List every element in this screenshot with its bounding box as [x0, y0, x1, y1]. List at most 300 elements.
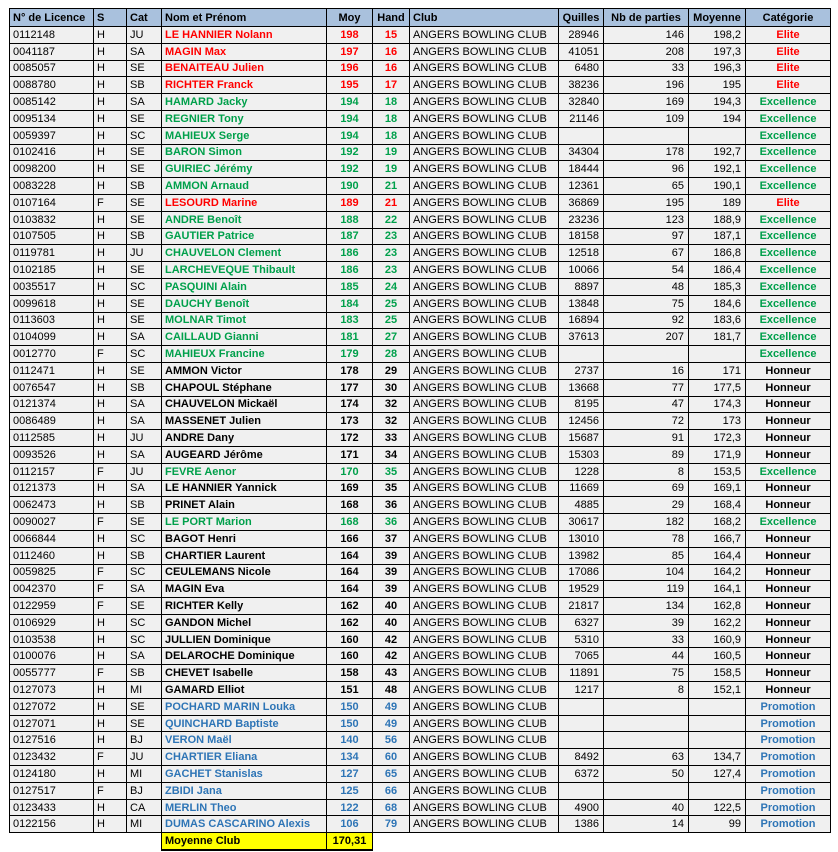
cell-nom: LE PORT Marion: [162, 514, 327, 531]
table-row: [10, 312, 831, 329]
column-header-nom: Nom et Prénom: [162, 9, 327, 27]
cell-club: ANGERS BOWLING CLUB: [410, 564, 559, 581]
cell-cat: SE: [127, 295, 162, 312]
cell-categorie: Excellence: [746, 346, 831, 363]
cell-s: F: [94, 463, 127, 480]
cell-moy: 198: [327, 27, 373, 44]
cell-quilles: [559, 346, 604, 363]
cell-categorie: Honneur: [746, 362, 831, 379]
cell-s: F: [94, 564, 127, 581]
cell-club: ANGERS BOWLING CLUB: [410, 262, 559, 279]
cell-s: H: [94, 94, 127, 111]
cell-categorie: Honneur: [746, 396, 831, 413]
cell-nom: AMMON Arnaud: [162, 178, 327, 195]
cell-categorie: Promotion: [746, 749, 831, 766]
cell-s: H: [94, 799, 127, 816]
table-row: [10, 144, 831, 161]
cell-club: ANGERS BOWLING CLUB: [410, 782, 559, 799]
cell-nb_parties: 72: [604, 413, 689, 430]
cell-licence: 0121374: [10, 396, 94, 413]
cell-nom: MASSENET Julien: [162, 413, 327, 430]
cell-categorie: Honneur: [746, 530, 831, 547]
cell-s: H: [94, 27, 127, 44]
cell-s: H: [94, 530, 127, 547]
cell-nom: MAGIN Eva: [162, 581, 327, 598]
club-average-label: Moyenne Club: [162, 833, 327, 850]
cell-categorie: Excellence: [746, 295, 831, 312]
cell-moyenne: 168,2: [689, 514, 746, 531]
cell-nom: CHEVET Isabelle: [162, 665, 327, 682]
column-header-hand: Hand: [373, 9, 410, 27]
table-row: [10, 446, 831, 463]
cell-licence: 0102185: [10, 262, 94, 279]
table-row: [10, 497, 831, 514]
cell-moy: 194: [327, 127, 373, 144]
cell-moy: 186: [327, 262, 373, 279]
cell-hand: 43: [373, 665, 410, 682]
cell-s: H: [94, 547, 127, 564]
cell-nb_parties: [604, 782, 689, 799]
cell-nb_parties: 134: [604, 598, 689, 615]
cell-quilles: 41051: [559, 43, 604, 60]
cell-nb_parties: 207: [604, 329, 689, 346]
table-row: [10, 530, 831, 547]
cell-quilles: 15303: [559, 446, 604, 463]
cell-quilles: 15687: [559, 430, 604, 447]
cell-cat: SE: [127, 60, 162, 77]
cell-nb_parties: 8: [604, 682, 689, 699]
cell-moyenne: 134,7: [689, 749, 746, 766]
cell-licence: 0112157: [10, 463, 94, 480]
cell-hand: 18: [373, 94, 410, 111]
cell-nom: CAILLAUD Gianni: [162, 329, 327, 346]
cell-moy: 197: [327, 43, 373, 60]
cell-hand: 39: [373, 581, 410, 598]
cell-moyenne: 164,2: [689, 564, 746, 581]
table-row: [10, 295, 831, 312]
cell-licence: 0119781: [10, 245, 94, 262]
cell-nom: LE HANNIER Nolann: [162, 27, 327, 44]
cell-moyenne: 166,7: [689, 530, 746, 547]
cell-nom: RICHTER Kelly: [162, 598, 327, 615]
cell-hand: 17: [373, 77, 410, 94]
cell-quilles: 19529: [559, 581, 604, 598]
cell-quilles: 11891: [559, 665, 604, 682]
cell-licence: 0059397: [10, 127, 94, 144]
cell-s: F: [94, 749, 127, 766]
cell-licence: 0122156: [10, 816, 94, 833]
cell-moyenne: 187,1: [689, 228, 746, 245]
license-table: [9, 8, 831, 851]
cell-nb_parties: 65: [604, 178, 689, 195]
cell-licence: 0124180: [10, 766, 94, 783]
cell-nom: MAHIEUX Francine: [162, 346, 327, 363]
cell-categorie: Promotion: [746, 698, 831, 715]
cell-nom: ANDRE Dany: [162, 430, 327, 447]
cell-licence: 0121373: [10, 480, 94, 497]
cell-nom: BARON Simon: [162, 144, 327, 161]
cell-quilles: 8897: [559, 278, 604, 295]
cell-cat: CA: [127, 799, 162, 816]
cell-moy: 195: [327, 77, 373, 94]
cell-licence: 0012770: [10, 346, 94, 363]
cell-moy: 158: [327, 665, 373, 682]
cell-club: ANGERS BOWLING CLUB: [410, 60, 559, 77]
table-row: [10, 110, 831, 127]
cell-nb_parties: [604, 732, 689, 749]
cell-moyenne: 194,3: [689, 94, 746, 111]
cell-s: H: [94, 766, 127, 783]
cell-licence: 0100076: [10, 648, 94, 665]
table-row: [10, 631, 831, 648]
cell-licence: 0123433: [10, 799, 94, 816]
column-header-moy: Moy: [327, 9, 373, 27]
cell-moyenne: 192,1: [689, 161, 746, 178]
cell-club: ANGERS BOWLING CLUB: [410, 665, 559, 682]
cell-club: ANGERS BOWLING CLUB: [410, 194, 559, 211]
cell-s: F: [94, 514, 127, 531]
cell-licence: 0066844: [10, 530, 94, 547]
table-row: [10, 732, 831, 749]
cell-nb_parties: 89: [604, 446, 689, 463]
cell-s: F: [94, 194, 127, 211]
cell-quilles: 32840: [559, 94, 604, 111]
cell-cat: SC: [127, 631, 162, 648]
cell-club: ANGERS BOWLING CLUB: [410, 715, 559, 732]
cell-club: ANGERS BOWLING CLUB: [410, 346, 559, 363]
cell-nb_parties: 85: [604, 547, 689, 564]
cell-categorie: Excellence: [746, 245, 831, 262]
table-row: [10, 766, 831, 783]
cell-moy: 168: [327, 514, 373, 531]
table-row: [10, 782, 831, 799]
cell-club: ANGERS BOWLING CLUB: [410, 245, 559, 262]
cell-moyenne: 160,9: [689, 631, 746, 648]
cell-nom: PASQUINI Alain: [162, 278, 327, 295]
cell-nom: GANDON Michel: [162, 614, 327, 631]
cell-club: ANGERS BOWLING CLUB: [410, 530, 559, 547]
cell-nom: FEVRE Aenor: [162, 463, 327, 480]
table-row: [10, 211, 831, 228]
cell-hand: 49: [373, 715, 410, 732]
cell-nom: AMMON Victor: [162, 362, 327, 379]
cell-nb_parties: 8: [604, 463, 689, 480]
cell-moy: 194: [327, 110, 373, 127]
cell-quilles: 18444: [559, 161, 604, 178]
cell-categorie: Elite: [746, 43, 831, 60]
cell-hand: 21: [373, 194, 410, 211]
cell-hand: 48: [373, 682, 410, 699]
cell-moyenne: [689, 715, 746, 732]
cell-club: ANGERS BOWLING CLUB: [410, 127, 559, 144]
cell-categorie: Excellence: [746, 514, 831, 531]
cell-quilles: 36869: [559, 194, 604, 211]
cell-categorie: Honneur: [746, 564, 831, 581]
table-row: [10, 682, 831, 699]
cell-nom: DUMAS CASCARINO Alexis: [162, 816, 327, 833]
cell-club: ANGERS BOWLING CLUB: [410, 228, 559, 245]
cell-nb_parties: 178: [604, 144, 689, 161]
cell-cat: SA: [127, 329, 162, 346]
cell-quilles: 1217: [559, 682, 604, 699]
cell-quilles: 17086: [559, 564, 604, 581]
cell-cat: SE: [127, 161, 162, 178]
cell-nb_parties: 39: [604, 614, 689, 631]
cell-moy: 170: [327, 463, 373, 480]
cell-quilles: 8492: [559, 749, 604, 766]
cell-quilles: 12518: [559, 245, 604, 262]
cell-licence: 0055777: [10, 665, 94, 682]
cell-cat: SB: [127, 547, 162, 564]
cell-nb_parties: 169: [604, 94, 689, 111]
cell-quilles: [559, 782, 604, 799]
cell-cat: JU: [127, 749, 162, 766]
cell-nb_parties: [604, 715, 689, 732]
cell-moyenne: 183,6: [689, 312, 746, 329]
cell-s: H: [94, 430, 127, 447]
cell-nb_parties: 182: [604, 514, 689, 531]
cell-categorie: Promotion: [746, 766, 831, 783]
cell-s: H: [94, 161, 127, 178]
footer-spacer-left: [10, 833, 162, 850]
cell-cat: MI: [127, 766, 162, 783]
cell-categorie: Elite: [746, 77, 831, 94]
cell-club: ANGERS BOWLING CLUB: [410, 144, 559, 161]
cell-quilles: 21146: [559, 110, 604, 127]
cell-licence: 0107164: [10, 194, 94, 211]
cell-licence: 0112471: [10, 362, 94, 379]
cell-nom: POCHARD MARIN Louka: [162, 698, 327, 715]
cell-hand: 79: [373, 816, 410, 833]
cell-nom: MAGIN Max: [162, 43, 327, 60]
cell-s: H: [94, 295, 127, 312]
column-header-s: S: [94, 9, 127, 27]
table-row: [10, 715, 831, 732]
cell-nom: AUGEARD Jérôme: [162, 446, 327, 463]
cell-moyenne: 173: [689, 413, 746, 430]
cell-club: ANGERS BOWLING CLUB: [410, 43, 559, 60]
cell-cat: SC: [127, 346, 162, 363]
cell-hand: 42: [373, 648, 410, 665]
cell-moyenne: 127,4: [689, 766, 746, 783]
cell-licence: 0090027: [10, 514, 94, 531]
table-row: [10, 581, 831, 598]
cell-moy: 162: [327, 598, 373, 615]
cell-moy: 177: [327, 379, 373, 396]
cell-cat: SB: [127, 178, 162, 195]
cell-moyenne: 122,5: [689, 799, 746, 816]
cell-hand: 68: [373, 799, 410, 816]
table-row: [10, 749, 831, 766]
cell-cat: SC: [127, 278, 162, 295]
cell-nom: LESOURD Marine: [162, 194, 327, 211]
cell-nom: GAMARD Elliot: [162, 682, 327, 699]
cell-club: ANGERS BOWLING CLUB: [410, 94, 559, 111]
cell-cat: SE: [127, 312, 162, 329]
cell-nb_parties: [604, 698, 689, 715]
cell-s: H: [94, 379, 127, 396]
cell-moy: 168: [327, 497, 373, 514]
cell-s: F: [94, 581, 127, 598]
table-row: [10, 228, 831, 245]
cell-moyenne: 158,5: [689, 665, 746, 682]
cell-moyenne: 196,3: [689, 60, 746, 77]
cell-moy: 150: [327, 698, 373, 715]
table-row: [10, 43, 831, 60]
cell-nb_parties: 91: [604, 430, 689, 447]
cell-club: ANGERS BOWLING CLUB: [410, 312, 559, 329]
cell-quilles: 16894: [559, 312, 604, 329]
cell-hand: 28: [373, 346, 410, 363]
cell-moyenne: 177,5: [689, 379, 746, 396]
cell-moyenne: 188,9: [689, 211, 746, 228]
cell-licence: 0123432: [10, 749, 94, 766]
cell-nb_parties: 208: [604, 43, 689, 60]
cell-categorie: Promotion: [746, 816, 831, 833]
cell-moyenne: [689, 346, 746, 363]
cell-moyenne: 198,2: [689, 27, 746, 44]
cell-licence: 0112148: [10, 27, 94, 44]
cell-quilles: [559, 127, 604, 144]
cell-nb_parties: [604, 127, 689, 144]
cell-nom: GUIRIEC Jérémy: [162, 161, 327, 178]
cell-quilles: 21817: [559, 598, 604, 615]
table-row: [10, 27, 831, 44]
cell-hand: 24: [373, 278, 410, 295]
table-row: [10, 816, 831, 833]
cell-nom: HAMARD Jacky: [162, 94, 327, 111]
cell-licence: 0083228: [10, 178, 94, 195]
cell-club: ANGERS BOWLING CLUB: [410, 766, 559, 783]
cell-moy: 169: [327, 480, 373, 497]
table-row: [10, 799, 831, 816]
cell-s: H: [94, 144, 127, 161]
cell-s: H: [94, 446, 127, 463]
cell-club: ANGERS BOWLING CLUB: [410, 749, 559, 766]
cell-moyenne: 195: [689, 77, 746, 94]
cell-nb_parties: 44: [604, 648, 689, 665]
cell-licence: 0127073: [10, 682, 94, 699]
cell-club: ANGERS BOWLING CLUB: [410, 598, 559, 615]
cell-cat: SE: [127, 598, 162, 615]
cell-moy: 179: [327, 346, 373, 363]
cell-categorie: Excellence: [746, 94, 831, 111]
cell-nb_parties: 146: [604, 27, 689, 44]
cell-moyenne: 172,3: [689, 430, 746, 447]
cell-hand: 34: [373, 446, 410, 463]
cell-hand: 18: [373, 127, 410, 144]
cell-quilles: 8195: [559, 396, 604, 413]
cell-licence: 0099618: [10, 295, 94, 312]
cell-moy: 166: [327, 530, 373, 547]
cell-moy: 173: [327, 413, 373, 430]
cell-hand: 35: [373, 463, 410, 480]
cell-quilles: 4900: [559, 799, 604, 816]
table-row: [10, 547, 831, 564]
cell-cat: JU: [127, 463, 162, 480]
cell-quilles: 13010: [559, 530, 604, 547]
cell-club: ANGERS BOWLING CLUB: [410, 446, 559, 463]
table-row: [10, 430, 831, 447]
cell-moyenne: 185,3: [689, 278, 746, 295]
cell-nom: JULLIEN Dominique: [162, 631, 327, 648]
cell-moyenne: 184,6: [689, 295, 746, 312]
table-row: [10, 413, 831, 430]
cell-s: H: [94, 413, 127, 430]
cell-s: H: [94, 329, 127, 346]
cell-nb_parties: 54: [604, 262, 689, 279]
cell-s: F: [94, 665, 127, 682]
cell-club: ANGERS BOWLING CLUB: [410, 497, 559, 514]
cell-hand: 32: [373, 396, 410, 413]
cell-cat: SA: [127, 480, 162, 497]
cell-cat: SE: [127, 194, 162, 211]
cell-moyenne: 162,8: [689, 598, 746, 615]
table-header-row: [10, 9, 831, 27]
column-header-licence: N° de Licence: [10, 9, 94, 27]
cell-nom: CHAPOUL Stéphane: [162, 379, 327, 396]
cell-moyenne: [689, 698, 746, 715]
cell-cat: SC: [127, 127, 162, 144]
cell-moyenne: 192,7: [689, 144, 746, 161]
column-header-quilles: Quilles: [559, 9, 604, 27]
cell-moy: 196: [327, 60, 373, 77]
cell-hand: 22: [373, 211, 410, 228]
cell-categorie: Honneur: [746, 379, 831, 396]
cell-cat: SA: [127, 581, 162, 598]
cell-nom: LARCHEVEQUE Thibault: [162, 262, 327, 279]
cell-moy: 106: [327, 816, 373, 833]
cell-licence: 0093526: [10, 446, 94, 463]
cell-quilles: 11669: [559, 480, 604, 497]
cell-moy: 183: [327, 312, 373, 329]
cell-nom: VERON Maël: [162, 732, 327, 749]
cell-hand: 56: [373, 732, 410, 749]
cell-cat: SA: [127, 413, 162, 430]
cell-categorie: Excellence: [746, 228, 831, 245]
cell-moyenne: 153,5: [689, 463, 746, 480]
cell-nb_parties: 75: [604, 665, 689, 682]
cell-licence: 0107505: [10, 228, 94, 245]
cell-licence: 0127517: [10, 782, 94, 799]
cell-cat: MI: [127, 816, 162, 833]
cell-nb_parties: 33: [604, 60, 689, 77]
cell-nb_parties: 29: [604, 497, 689, 514]
cell-hand: 23: [373, 245, 410, 262]
cell-club: ANGERS BOWLING CLUB: [410, 648, 559, 665]
cell-quilles: 28946: [559, 27, 604, 44]
cell-categorie: Honneur: [746, 497, 831, 514]
table-row: [10, 665, 831, 682]
cell-nb_parties: 69: [604, 480, 689, 497]
cell-categorie: Elite: [746, 27, 831, 44]
cell-cat: SE: [127, 110, 162, 127]
cell-licence: 0086489: [10, 413, 94, 430]
table-row: [10, 346, 831, 363]
cell-cat: SE: [127, 715, 162, 732]
cell-moyenne: 164,1: [689, 581, 746, 598]
cell-categorie: Honneur: [746, 631, 831, 648]
cell-cat: SB: [127, 379, 162, 396]
club-average-value: 170,31: [327, 833, 373, 850]
cell-cat: BJ: [127, 782, 162, 799]
cell-moyenne: 164,4: [689, 547, 746, 564]
cell-quilles: 1228: [559, 463, 604, 480]
table-row: [10, 598, 831, 615]
cell-nb_parties: 78: [604, 530, 689, 547]
cell-hand: 15: [373, 27, 410, 44]
cell-moy: 184: [327, 295, 373, 312]
